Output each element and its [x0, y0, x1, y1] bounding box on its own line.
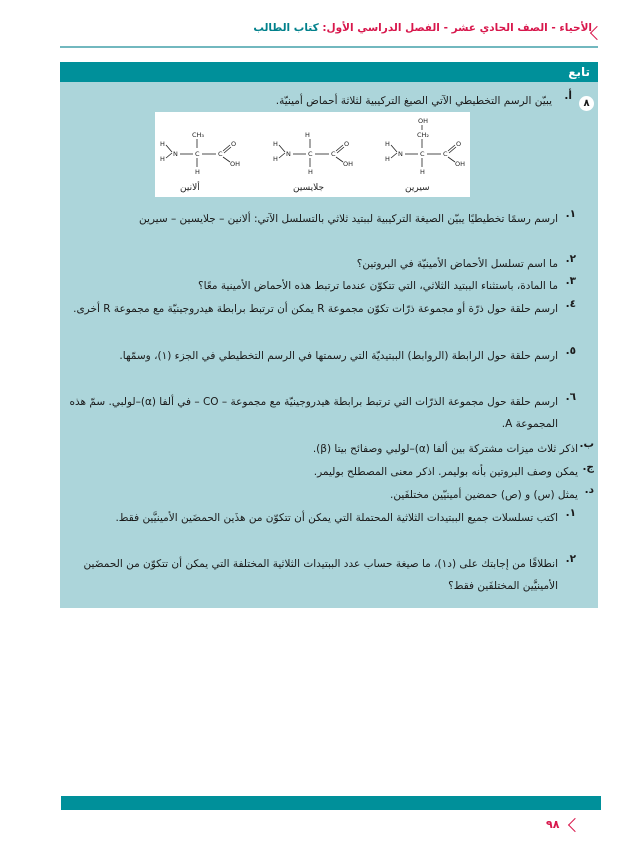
atom-label: H	[385, 155, 390, 163]
item-text: ارسم رسمًا تخطيطيًا يبيّن الصيغة التركيبية لببتيد ثلاثي بالتسلسل الآتي: ألانين – جلايسين – سيرين	[138, 213, 558, 225]
header-breadcrumb	[60, 22, 592, 42]
bond-line	[279, 153, 285, 158]
amino-acid-structure	[273, 131, 353, 193]
bond-line	[448, 145, 455, 151]
atom-label: H	[273, 155, 278, 163]
question-number-badge: ٨	[579, 96, 594, 111]
atom-label: H	[160, 140, 165, 148]
atom-label: سيرين	[405, 183, 430, 193]
atom-label: C	[218, 150, 223, 158]
atom-label: OH	[230, 160, 241, 168]
bond-line	[336, 157, 343, 162]
item-label: ب.	[579, 438, 594, 450]
atom-label: O	[231, 140, 237, 148]
item-label: ١.	[565, 507, 576, 519]
header-divider	[60, 46, 598, 48]
bond-line	[279, 145, 285, 152]
atom-label: O	[456, 140, 462, 148]
atom-label: H	[195, 168, 200, 176]
item-label: ٥.	[565, 345, 576, 357]
item-text: ارسم حلقة حول ذرّة أو مجموعة ذرّات تكوّن مجموعة R يمكن أن ترتبط برابطة هيدروجينيّة مع مجموعة R أخرى.	[73, 303, 558, 315]
atom-label: C	[443, 150, 448, 158]
amino-acid-structure	[385, 117, 465, 193]
intro-text: يبيّن الرسم التخطيطي الآتي الصيغ التركيبية لثلاثة أحماض أمينيّة.	[275, 95, 552, 107]
header-subject: الأحياء - الصف الحادي عشر - الفصل الدراسي الأول:	[318, 22, 592, 34]
item-text: انطلاقًا من إجابتك على (د١)، ما صيغة حساب عدد الببتيدات الثلاثية المختلفة التي يمكن أن تتكوّن من الحمضَين الأمينيَّين المختلفَين فقط؟	[83, 558, 558, 592]
chevron-left-icon	[590, 26, 604, 40]
atom-label: C	[420, 150, 425, 158]
item-text: ارسم حلقة حول الرابطة (الروابط) الببتيديّة التي رسمتها في الرسم التخطيطي في الجزء (١)، وسمّها.	[119, 350, 558, 362]
item-label: ٢.	[565, 253, 576, 265]
bond-line	[223, 157, 230, 162]
atom-label: ألانين	[180, 183, 200, 193]
bond-line	[391, 145, 397, 152]
atom-label: CH₃	[192, 131, 205, 139]
footer-bar	[61, 796, 601, 810]
bond-line	[224, 147, 231, 153]
bond-line	[391, 153, 397, 158]
atom-label: H	[305, 131, 310, 139]
atom-label: OH	[455, 160, 466, 168]
atom-label: H	[160, 155, 165, 163]
item-label: ٦.	[565, 391, 576, 403]
panel-title: تابع	[60, 62, 598, 82]
page-number: ٩٨	[546, 818, 560, 831]
item-label: ج.	[582, 461, 594, 473]
item-text: ارسم حلقة حول مجموعة الذرّات التي ترتبط برابطة هيدروجينيّة مع مجموعة – CO – في ألفا (α)–لولبي. سمّ هذه المجموعة A.	[69, 396, 558, 430]
part-label: أ.	[564, 90, 572, 102]
atom-label: CH₂	[417, 131, 430, 139]
amino-acid-diagram	[155, 112, 470, 197]
item-text: اذكر ثلاث ميزات مشتركة بين ألفا (α)–لولبي وصفائح بيتا (β).	[312, 443, 578, 455]
item-text: ما المادة، باستثناء الببتيد الثلاثي، التي تتكوّن عندما ترتبط هذه الأحماض الأمينية معًا؟	[198, 280, 558, 292]
amino-acid-structure	[160, 131, 240, 193]
atom-label: C	[195, 150, 200, 158]
atom-label: H	[308, 168, 313, 176]
item-label: ٢.	[565, 553, 576, 565]
atom-label: N	[398, 150, 403, 158]
bond-line	[336, 145, 343, 151]
bond-line	[166, 145, 172, 152]
atom-label: N	[173, 150, 178, 158]
item-label: ١.	[565, 208, 576, 220]
atom-label: OH	[343, 160, 354, 168]
atom-label: H	[420, 168, 425, 176]
bond-line	[223, 145, 230, 151]
item-label: ٤.	[565, 298, 576, 310]
item-text: اكتب تسلسلات جميع الببتيدات الثلاثية المحتملة التي يمكن أن تتكوّن من هذَين الحمضَين الأمينيَّين فقط.	[115, 512, 558, 524]
item-text: يمكن وصف البروتين بأنه بوليمر. اذكر معنى المصطلح بوليمر.	[313, 466, 578, 478]
atom-label: H	[385, 140, 390, 148]
item-text: يمثل (س) و (ص) حمضين أمينيّين مختلفَين.	[389, 489, 578, 501]
header-book: كتاب الطالب	[253, 22, 319, 34]
bond-line	[449, 147, 456, 153]
bond-line	[448, 157, 455, 162]
atom-label: C	[308, 150, 313, 158]
atom-label: OH	[418, 117, 429, 125]
chevron-left-icon	[568, 818, 582, 832]
bond-line	[166, 153, 172, 158]
atom-label: جلايسين	[293, 183, 325, 193]
atom-label: N	[286, 150, 291, 158]
item-label: ٣.	[565, 275, 576, 287]
item-text: ما اسم تسلسل الأحماض الأمينيّة في البروتين؟	[356, 258, 558, 270]
atom-label: O	[344, 140, 350, 148]
atom-label: C	[331, 150, 336, 158]
item-label: د.	[584, 484, 594, 496]
atom-label: H	[273, 140, 278, 148]
bond-line	[337, 147, 344, 153]
